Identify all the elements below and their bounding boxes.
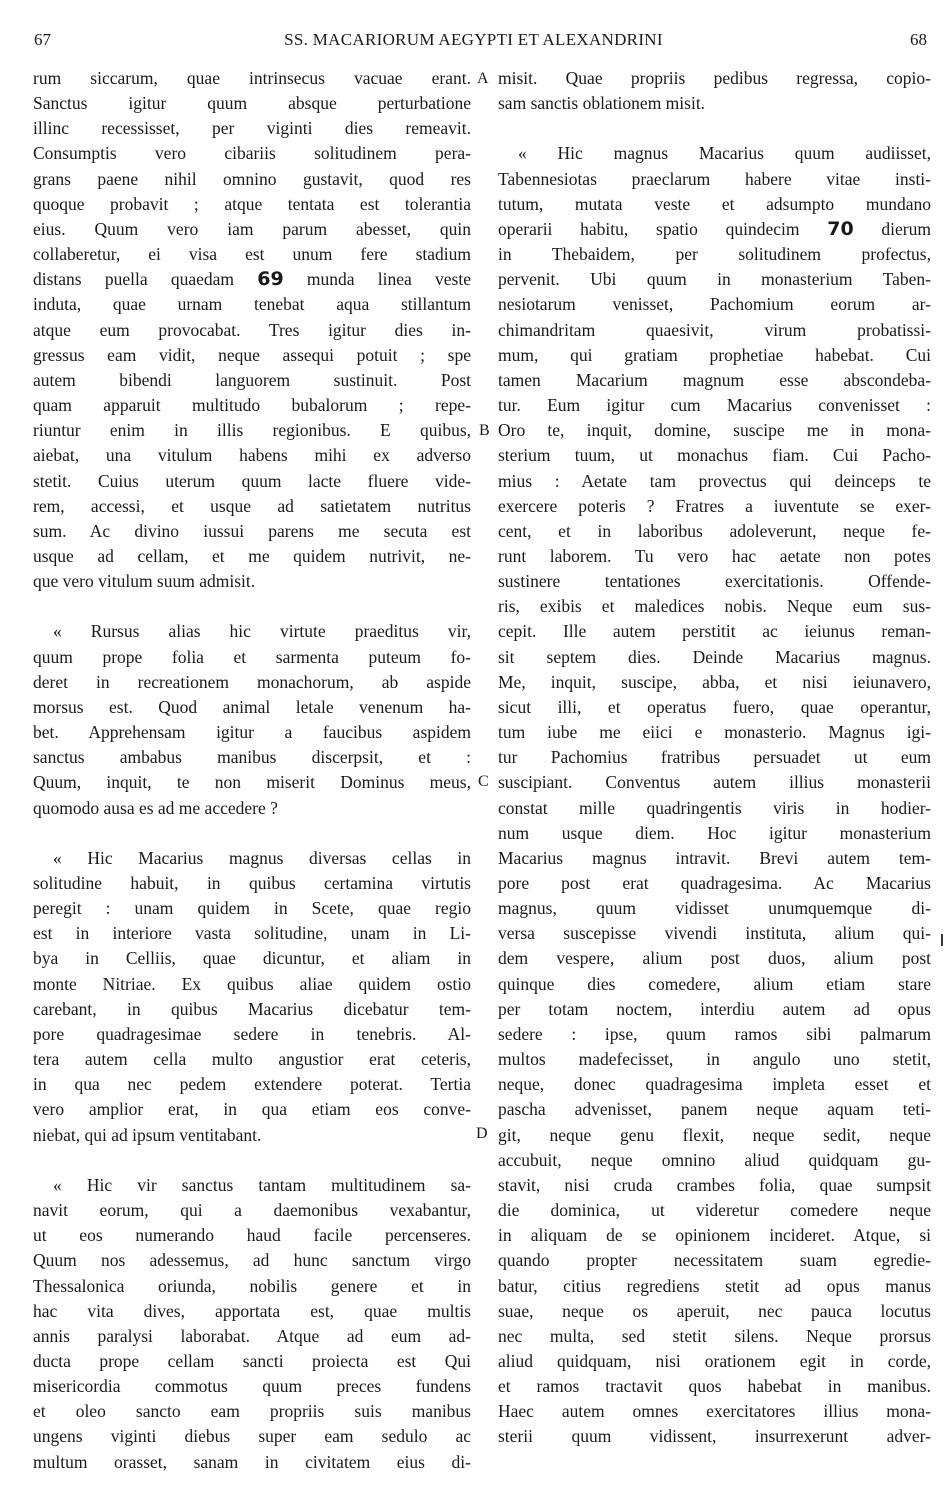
page-number-left: 67 — [34, 30, 51, 49]
text-line: quoque probavit ; atque tentata est tolerantia — [33, 193, 471, 214]
text-line: cepit. Ille autem perstitit ac ieiunus reman- — [498, 621, 931, 642]
text-line: Consumptis vero cibariis solitudinem pera- — [33, 143, 471, 164]
text-line: multum orasset, sanam in civitatem eius di- — [33, 1451, 471, 1472]
text-line: vero amplior erat, in qua etiam eos conve- — [33, 1099, 471, 1120]
text-line: mius : Aetate tam provectus qui deinceps te — [498, 470, 931, 491]
text-line: navit eorum, qui a daemonibus vexabantur, — [33, 1200, 471, 1221]
text-line: magnus, quum vidisset unumquemque di- — [498, 898, 931, 919]
edition-page-marker: 70 — [827, 217, 854, 240]
line-text-before: operarii habitu, spatio quindecim — [498, 218, 828, 239]
text-line: usque ad cellam, et me quidem nutrivit, ne- — [33, 545, 471, 566]
margin-letter-c: C — [478, 773, 489, 790]
running-header — [0, 30, 947, 56]
text-line: pore quadragesimae sedere in tenebris. Al- — [33, 1023, 471, 1044]
text-line: morsus est. Quod animal letale venenum ha- — [33, 696, 471, 717]
text-line: sit septem dies. Deinde Macarius magnus. — [498, 646, 931, 667]
text-line: tur. Eum igitur cum Macarius convenisset : — [498, 395, 931, 416]
text-line: chimandritam quaesivit, virum probatissi- — [498, 319, 931, 340]
text-line: pervenit. Ubi quum in monasterium Taben- — [498, 269, 931, 290]
text-line: tutum, mutata veste et adsumpto mundano — [498, 193, 931, 214]
text-line: riuntur enim in illis regionibus. E quibus, — [33, 420, 471, 441]
right-column — [498, 66, 931, 1450]
text-line: Oro te, inquit, domine, suscipe me in mona- — [498, 420, 931, 441]
margin-letter-b: B — [479, 422, 490, 439]
text-line: pascha advenisset, panem neque aquam teti- — [498, 1099, 931, 1120]
text-line: sterium tuum, ut monachus fiam. Cui Pacho- — [498, 445, 931, 466]
text-line: rum siccarum, quae intrinsecus vacuae erant. — [33, 68, 471, 88]
text-line: cent, et in laboribus adoleverunt, neque fe- — [498, 520, 931, 541]
text-line: que vero vitulum suum admisit. — [33, 571, 256, 592]
text-line — [33, 1148, 471, 1173]
text-line: aliud quidquam, nisi orationem egit in corde, — [498, 1350, 931, 1371]
text-line: ut eos numerando haud facile percenseres. — [33, 1225, 471, 1246]
text-line: solitudine habuit, in quibus certamina virtutis — [33, 873, 471, 893]
text-line: annis paralysi laborabat. Atque ad eum ad- — [33, 1325, 471, 1346]
line-text-before: distans puella quaedam — [33, 269, 258, 290]
text-line: Macarius magnus intravit. Brevi autem tem- — [498, 847, 931, 868]
text-line: pore post erat quadragesima. Ac Macarius — [498, 873, 931, 893]
text-line: aiebat, una vitulum habens mihi ex adverso — [33, 445, 471, 466]
text-line: sedere : ipse, quum ramos sibi palmarum — [498, 1023, 931, 1044]
text-line: collaberetur, ei visa est unum fere stadium — [33, 244, 471, 265]
text-line: per totam noctem, interdiu autem ad opus — [498, 998, 931, 1019]
text-line — [498, 116, 931, 141]
text-line: stetit. Cuius uterum quum lacte fluere vide- — [33, 470, 471, 491]
text-line: ris, exibis et maledices nobis. Neque eum sus- — [498, 596, 931, 617]
text-line: batur, citius regrediens stetit ad opus manus — [498, 1275, 931, 1296]
text-line: ducta prope cellam sancti proiecta est Qui — [33, 1350, 471, 1371]
text-line: exercere poteris ? Fratres a iuventute se exer- — [498, 495, 931, 516]
running-title: SS. MACARIORUM AEGYPTI ET ALEXANDRINI — [284, 30, 663, 49]
text-line: tur Pachomius fratribus persuadet ut eum — [498, 747, 931, 768]
line-text-after: munda linea veste — [283, 269, 471, 290]
text-line: versa suscepisse vivendi instituta, alium qui- — [498, 923, 931, 944]
text-line: suae, neque os aperuit, nec pauca locutus — [498, 1300, 931, 1321]
text-line: die dominica, ut videretur comedere neque — [498, 1200, 931, 1221]
text-line: bya in Celliis, quae dicuntur, et aliam in — [33, 948, 471, 969]
text-line: est in interiore vasta solitudine, unam in Li- — [33, 923, 471, 944]
text-line: et ramos tractavit quos habebat in manibus. — [498, 1376, 931, 1397]
text-line: niebat, qui ad ipsum ventitabant. — [33, 1124, 262, 1145]
text-line: accubuit, neque omnino aliud quidquam gu- — [498, 1149, 931, 1170]
text-line: quomodo ausa es ad me accedere ? — [33, 797, 278, 818]
text-line — [498, 217, 931, 242]
text-line — [33, 821, 471, 846]
text-line: « Hic magnus Macarius quum audiisset, — [518, 143, 931, 164]
text-line: Sanctus igitur quum absque perturbatione — [33, 93, 471, 114]
text-line: Tabennesiotas praeclarum habere vitae insti- — [498, 168, 931, 189]
text-line: runt laborem. Tu vero hac aetate non potes — [498, 545, 931, 566]
text-line: Thessalonica oriunda, nobilis genere et in — [33, 1275, 471, 1296]
text-line: mum, qui gratiam prophetiae habebat. Cui — [498, 344, 931, 365]
text-line: quinque dies comedere, alium etiam stare — [498, 973, 931, 994]
text-line: misericordia commotus quum preces fundens — [33, 1376, 471, 1397]
text-line: « Rursus alias hic virtute praeditus vir, — [53, 621, 471, 642]
text-line: neque, donec quadragesima impleta esset et — [498, 1074, 931, 1095]
text-line: constat mille quadringentis viris in hodier- — [498, 797, 931, 818]
edition-page-marker: 69 — [257, 268, 284, 291]
text-line: in Thebaidem, per solitudinem profectus, — [498, 244, 931, 265]
text-line: Quum nos adessemus, ad hunc sanctum virgo — [33, 1250, 471, 1271]
text-line: sustinere tentationes exercitationis. Offende- — [498, 571, 931, 592]
text-line: suscipiant. Conventus autem illius monasterii — [498, 772, 931, 793]
text-line: quum prope folia et sarmenta puteum fo- — [33, 646, 471, 667]
text-line: induta, quae urnam tenebat aqua stillantum — [33, 294, 471, 315]
text-line: sicut illi, et operatus fuero, quae operantur, — [498, 696, 931, 717]
text-line: sanctus ambabus manibus discerpsit, et : — [33, 747, 471, 768]
text-line: autem bibendi languorem sustinuit. Post — [33, 369, 471, 390]
text-line: nec multa, sed stetit silens. Neque prorsus — [498, 1325, 931, 1346]
text-line: illinc recessisset, per viginti dies remeavit. — [33, 118, 471, 139]
text-line: multos madefecisset, in angulo uno stetit, — [498, 1049, 931, 1070]
text-line: dem vespere, alium post duos, alium post — [498, 948, 931, 969]
text-line: in qua nec pedem extendere poterat. Tertia — [33, 1074, 471, 1095]
text-line: sam sanctis oblationem misit. — [498, 93, 706, 114]
text-line: misit. Quae propriis pedibus regressa, copio- — [498, 68, 931, 88]
left-column — [33, 66, 471, 1475]
margin-letter-a: A — [477, 70, 489, 87]
text-line: Quum, inquit, te non miserit Dominus meus, — [33, 772, 471, 793]
text-line: quam apparuit multitudo bubalorum ; repe- — [33, 395, 471, 416]
text-line: et oleo sancto eam propriis suis manibus — [33, 1401, 471, 1422]
text-line — [33, 594, 471, 619]
page-number-right: 68 — [910, 30, 927, 49]
text-line: git, neque genu flexit, neque sedit, neque — [498, 1124, 931, 1145]
text-line: nesiotarum venisset, Pachomium eorum ar- — [498, 294, 931, 315]
text-line: atque eum provocabat. Tres igitur dies in- — [33, 319, 471, 340]
text-line: peregit : unam quidem in Scete, quae regio — [33, 898, 471, 919]
text-line: sterii quum vidissent, insurrexerunt adver- — [498, 1426, 931, 1447]
margin-tick-mark — [941, 934, 943, 946]
text-line: monte Nitriae. Ex quibus aliae quidem ostio — [33, 973, 471, 994]
text-line: hac vita dives, apportata est, quae multis — [33, 1300, 471, 1321]
text-line: « Hic vir sanctus tantam multitudinem sa- — [53, 1174, 471, 1195]
text-line: tamen Macarium magnum esse abscondeba- — [498, 369, 931, 390]
text-line: num usque diem. Hoc igitur monasterium — [498, 822, 931, 843]
text-line: deret in recreationem monachorum, ab aspide — [33, 671, 471, 692]
text-line: in aliquam de se opinionem incideret. Atque, si — [498, 1225, 931, 1246]
text-line: sum. Ac divino iussui parens me secuta est — [33, 520, 471, 541]
text-line — [33, 267, 471, 292]
text-line: rem, accessi, et usque ad satietatem nutritus — [33, 495, 471, 516]
text-line: Me, inquit, suscipe, abba, et nisi ieiunavero, — [498, 671, 931, 692]
line-text-after: dierum — [853, 218, 931, 239]
text-line: ungens viginti diebus super eam sedulo ac — [33, 1426, 471, 1447]
text-line: gressus eam vidit, neque assequi potuit ; spe — [33, 344, 471, 365]
text-line: eius. Quum vero iam parum abesset, quin — [33, 218, 471, 239]
text-line: grans paene nihil omnino gustavit, quod res — [33, 168, 471, 189]
text-line: Haec autem omnes exercitatores illius mona- — [498, 1401, 931, 1422]
text-line: tum iube me eiici e monasterio. Magnus igi- — [498, 722, 931, 743]
text-line: carebant, in quibus Macarius dicebatur tem- — [33, 998, 471, 1019]
margin-letter-d: D — [476, 1125, 488, 1142]
text-line: stavit, nisi cruda crambes folia, quae sumpsit — [498, 1174, 931, 1195]
text-line: tera autem cella multo angustior erat ceteris, — [33, 1049, 471, 1070]
text-line: quando propter necessitatem suam egredie- — [498, 1250, 931, 1271]
text-line: « Hic Macarius magnus diversas cellas in — [53, 847, 471, 868]
text-line: bet. Apprehensam igitur a faucibus aspidem — [33, 722, 471, 743]
